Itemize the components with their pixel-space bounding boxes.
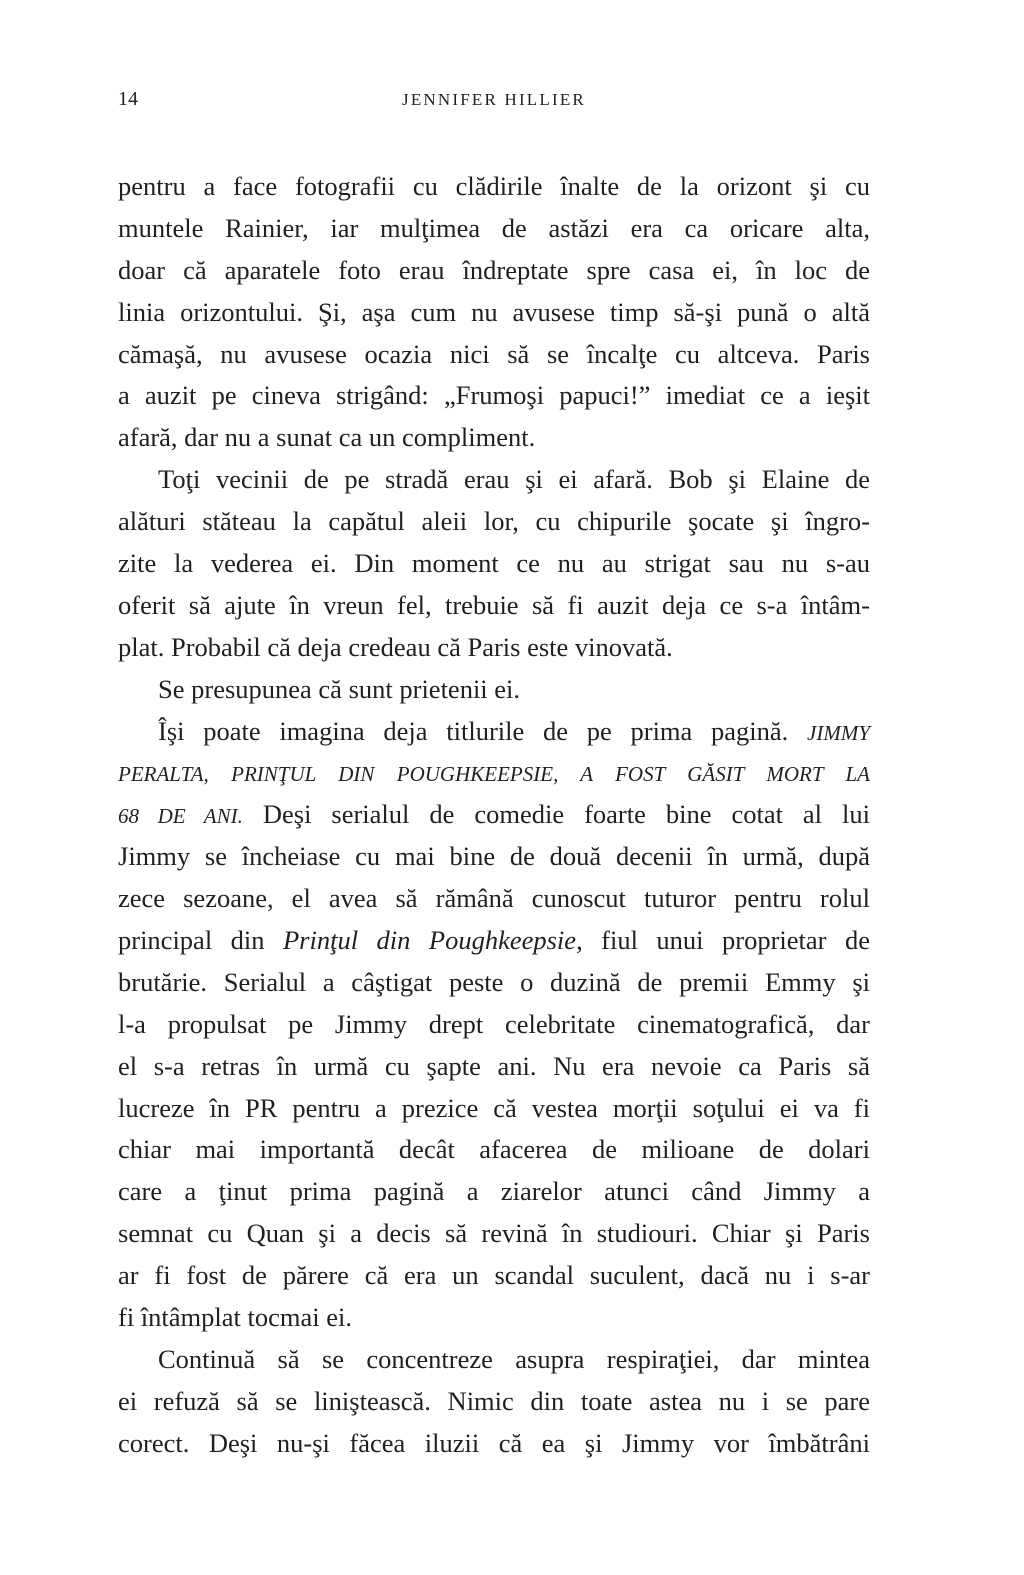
text-line	[118, 543, 870, 585]
text-segment: Îşi poate imagina deja titlurile de pe prima pagină.	[158, 715, 808, 746]
text-segment: el s-a retras în urmă cu şapte ani. Nu era nevoie ca Paris să	[118, 1050, 870, 1081]
body-text	[118, 166, 870, 1465]
text-line	[118, 1129, 870, 1171]
text-line	[118, 250, 870, 292]
text-line	[118, 585, 870, 627]
text-segment: semnat cu Quan şi a decis să revină în studiouri. Chiar şi Paris	[118, 1218, 870, 1249]
text-segment: cămaşă, nu avusese ocazia nici să se încalţe cu altceva. Paris	[118, 338, 870, 369]
text-segment: afară, dar nu a sunat ca un compliment.	[118, 422, 536, 453]
text-segment: ei refuză să se liniştească. Nimic din toate astea nu i se pare	[118, 1385, 870, 1416]
page-number: 14	[118, 88, 138, 110]
text-line	[118, 1088, 870, 1130]
text-line	[118, 794, 870, 836]
text-segment: pentru a face fotografii cu clădirile înalte de la orizont şi cu	[118, 171, 870, 201]
text-line	[118, 669, 870, 711]
text-segment: Se presupunea că sunt prietenii ei.	[158, 673, 521, 704]
text-line	[118, 1297, 870, 1339]
headline-text: PERALTA, PRINŢUL DIN POUGHKEEPSIE, A FOST GĂSIT MORT LA	[118, 762, 870, 787]
text-segment: oferit să ajute în vreun fel, trebuie să fi auzit deja ce s-a întâm-	[118, 589, 870, 620]
text-segment: muntele Rainier, iar mulţimea de astăzi era ca oricare alta,	[118, 212, 870, 243]
text-line	[118, 459, 870, 501]
headline-text: 68 DE ANI.	[118, 804, 243, 829]
text-line	[118, 1423, 870, 1465]
text-segment: linia orizontului. Şi, aşa cum nu avusese timp să-şi pună o altă	[118, 296, 870, 327]
text-line	[118, 627, 870, 669]
text-line	[118, 166, 870, 208]
text-segment: Continuă să se concentreze asupra respiraţiei, dar mintea	[158, 1343, 870, 1374]
text-segment: plat. Probabil că deja credeau că Paris este vinovată.	[118, 631, 673, 662]
text-segment: alături stăteau la capătul aleii lor, cu chipurile şocate şi îngro-	[118, 506, 870, 537]
text-line	[118, 501, 870, 543]
text-segment: chiar mai importantă decât afacerea de milioane de dolari	[118, 1134, 870, 1165]
text-segment: fi întâmplat tocmai ei.	[118, 1302, 353, 1333]
text-line	[118, 1213, 870, 1255]
text-line	[118, 752, 870, 794]
headline-text: JIMMY	[807, 720, 870, 745]
text-line	[118, 920, 870, 962]
text-segment: lucreze în PR pentru a prezice că vestea morţii soţului ei va fi	[118, 1092, 870, 1123]
text-segment: doar că aparatele foto erau îndreptate spre casa ei, în loc de	[118, 254, 870, 285]
text-line	[118, 1339, 870, 1381]
text-line	[118, 1004, 870, 1046]
text-segment: ar fi fost de părere că era un scandal suculent, dacă nu i s-ar	[118, 1260, 870, 1291]
text-line	[118, 1381, 870, 1423]
text-segment: zite la vederea ei. Din moment ce nu au strigat sau nu s-au	[118, 548, 870, 579]
text-line	[118, 208, 870, 250]
text-segment: principal din	[118, 925, 283, 956]
text-line	[118, 334, 870, 376]
text-segment: Toţi vecinii de pe stradă erau şi ei afară. Bob şi Elaine de	[158, 464, 870, 495]
italic-title: Prinţul din Poughkeepsie	[283, 925, 577, 956]
text-line	[118, 962, 870, 1004]
text-segment: care a ţinut prima pagină a ziarelor atunci când Jimmy a	[118, 1176, 870, 1207]
text-segment: brutărie. Serialul a câştigat peste o duzină de premii Emmy şi	[118, 966, 870, 997]
text-line	[118, 1255, 870, 1297]
running-head: JENNIFER HILLIER	[402, 90, 586, 109]
text-line	[118, 292, 870, 334]
text-line	[118, 375, 870, 417]
text-segment: a auzit pe cineva strigând: „Frumoşi papuci!” imediat ce a ieşit	[118, 380, 870, 411]
text-segment: Jimmy se încheiase cu mai bine de două decenii în urmă, după	[118, 841, 870, 872]
text-line	[118, 711, 870, 753]
text-segment: corect. Deşi nu-şi făcea iluzii că ea şi Jimmy vor îmbătrâni	[118, 1427, 870, 1458]
text-line	[118, 417, 870, 459]
text-segment: zece sezoane, el avea să rămână cunoscut tuturor pentru rolul	[118, 883, 870, 914]
text-segment: Deşi serialul de comedie foarte bine cotat al lui	[242, 799, 870, 830]
text-line	[118, 1046, 870, 1088]
text-segment: , fiul unui proprietar de	[576, 925, 870, 956]
text-line	[118, 878, 870, 920]
text-line	[118, 1171, 870, 1213]
text-line	[118, 836, 870, 878]
text-segment: l-a propulsat pe Jimmy drept celebritate cinematografică, dar	[118, 1008, 870, 1039]
